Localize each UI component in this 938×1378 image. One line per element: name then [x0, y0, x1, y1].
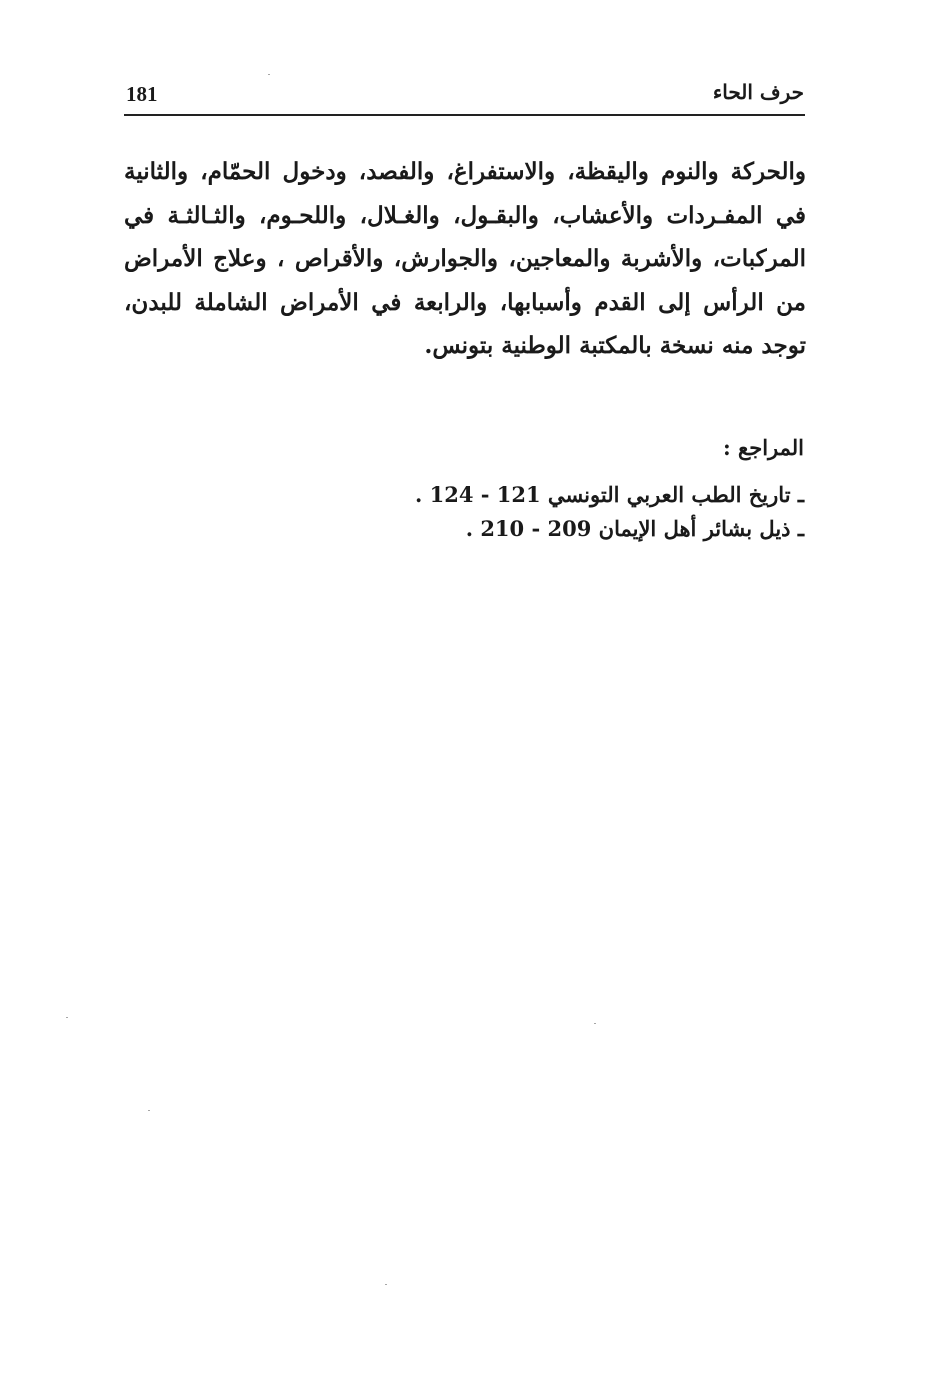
scan-speck	[66, 1017, 68, 1018]
header-rule	[124, 114, 805, 116]
running-header	[124, 76, 804, 112]
header-title: حرف الحاء	[712, 80, 804, 104]
references-heading: المراجع :	[722, 435, 804, 460]
page-number: 181	[126, 82, 158, 106]
reference-item: ـ تاريخ الطب العربي التونسي 121 - 124 .	[414, 482, 804, 507]
body-paragraph: والحركة والنوم واليقظة، والاستفراغ، والفصد، ودخول الحمّام، والثانية في المفـردات والأعشاب، والبقـول، والغـلال، واللحـوم، والثـالثـة في المركبات، والأشربة والمعاجين، والجوارش، والأقراص ، وعلاج الأمراض من الرأس إلى القدم وأسبابها، والرابعة في الأمراض الشاملة للبدن، توجد منه نسخة بالمكتبة الوطنية بتونس.	[124, 158, 806, 359]
reference-item: ـ ذيل بشائر أهل الإيمان 209 - 210 .	[465, 516, 804, 541]
references-section	[284, 428, 804, 546]
scan-speck	[594, 1023, 596, 1024]
scan-speck	[385, 1284, 387, 1285]
scan-speck	[268, 74, 270, 75]
scan-speck	[148, 1110, 150, 1111]
